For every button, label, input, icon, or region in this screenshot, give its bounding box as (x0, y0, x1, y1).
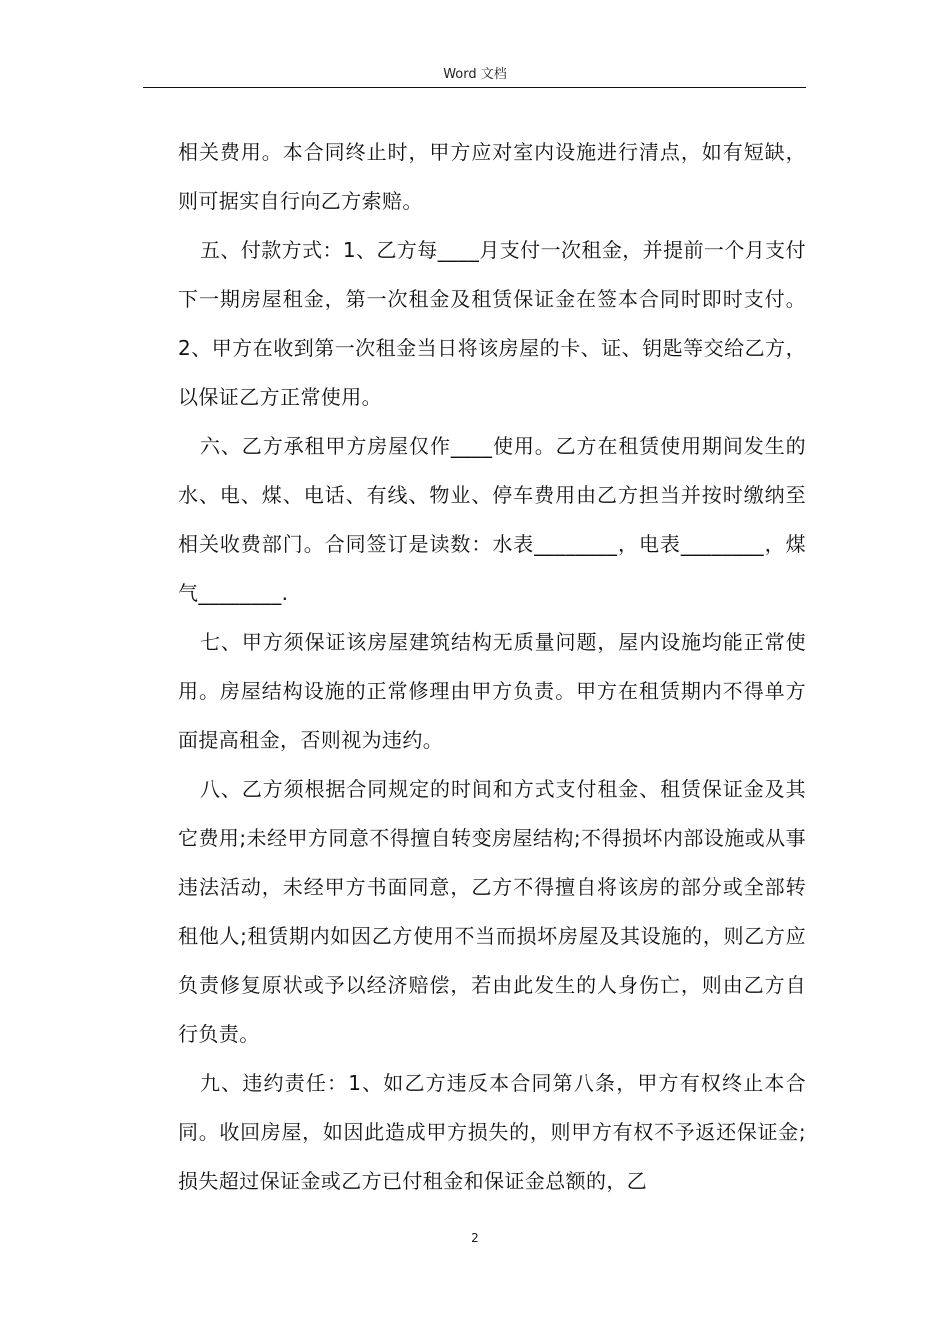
paragraph-clause-8: 八、乙方须根据合同规定的时间和方式支付租金、租赁保证金及其它费用;未经甲方同意不得擅自转变房屋结构;不得损坏内部设施或从事违法活动，未经甲方书面同意，乙方不得擅自将该房的部分或全部转租他人;租赁期内如因乙方使用不当而损坏房屋及其设施的，则乙方应负责修复原状或予以经济赔偿，若由此发生的人身伤亡，则由乙方自行负责。 (178, 777, 806, 1046)
paragraph-clause-5: 五、付款方式：1、乙方每____月支付一次租金，并提前一个月支付下一期房屋租金，第一次租金及租赁保证金在签本合同时即时支付。2、甲方在收到第一次租金当日将该房屋的卡、证、钥匙等交给乙方，以保证乙方正常使用。 (178, 238, 806, 409)
page-number: 2 (471, 1231, 479, 1245)
document-body (178, 128, 806, 1206)
paragraph-continued: 相关费用。本合同终止时，甲方应对室内设施进行清点，如有短缺，则可据实自行向乙方索赔。 (178, 140, 806, 213)
paragraph-clause-7: 七、甲方须保证该房屋建筑结构无质量问题，屋内设施均能正常使用。房屋结构设施的正常修理由甲方负责。甲方在租赁期内不得单方面提高租金，否则视为违约。 (178, 630, 806, 752)
header-divider (143, 87, 806, 88)
paragraph-clause-9: 九、违约责任：1、如乙方违反本合同第八条，甲方有权终止本合同。收回房屋，如因此造成甲方损失的，则甲方有权不予返还保证金;损失超过保证金或乙方已付租金和保证金总额的，乙 (178, 1071, 806, 1193)
paragraph-clause-6: 六、乙方承租甲方房屋仅作____使用。乙方在租赁使用期间发生的水、电、煤、电话、有线、物业、停车费用由乙方担当并按时缴纳至相关收费部门。合同签订是读数：水表________，电表________，煤气________. (178, 434, 806, 605)
page-header: Word 文档 (443, 67, 507, 82)
